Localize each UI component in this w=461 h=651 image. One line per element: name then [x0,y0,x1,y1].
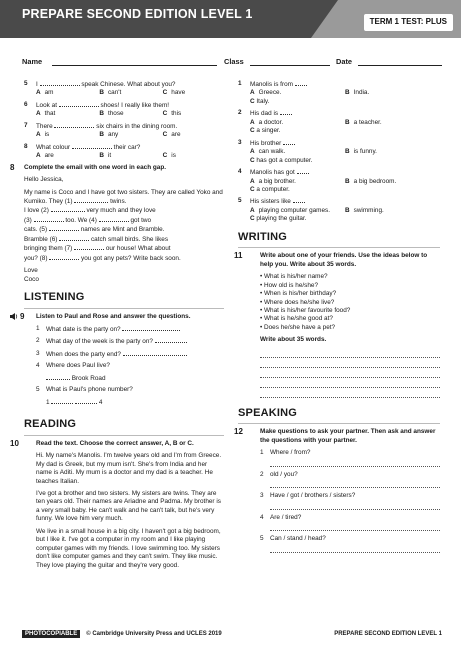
left-column [10,80,224,574]
grammar-question-8: 8 What colour their car? A are B it C is [24,142,176,160]
page-title: PREPARE SECOND EDITION LEVEL 1 [22,7,253,21]
test-tag: TERM 1 TEST: PLUS [364,14,453,31]
reading-question-4: 4 Manolis has got A a big brother. B a big bedroom. C a computer. [238,168,397,193]
speaking-exercise: 12 Make questions to ask your partner. Then ask and answer the questions with your partner. 1 Where / from? 2 old / you? 3 Have / got / brothers / sisters? 4 Are / tired? 5 Can / stand / head? [238,428,440,552]
reading-question-1: 1 Manolis is from A Greece. B India. C Italy. [238,80,370,105]
email-exercise: 8 Complete the email with one word in each gap. Hello Jessica, My name is Coco and I have got two sisters. They are called Yoko and Kumiko. They (1) twins. I love (2) very much and they love (3) too. We (4) got two cats. (5) names are Mint and Bramble. Bramble (6) catch small birds. She likes bringing them (7) our house! What about you? (8) you got any pets? Write back soon. Love Coco [10,162,223,283]
audio-speaker-icon [10,313,18,320]
reading-question-2: 2 His dad is A a doctor. B a teacher. C a singer. [238,109,382,135]
photocopiable-badge: PHOTOCOPIABLE [22,630,80,638]
page-footer [22,631,442,639]
listening-exercise: 9 Listen to Paul and Rose and answer the questions. 1 What date is the party on? 2 What day of the week is the party on? 3 When does the party end? 4 Where does Paul live? Brook Road 5 What is Paul's phone number? 1 4 [24,313,224,408]
listening-heading: LISTENING [24,291,85,304]
writing-exercise: 11 Write about one of your friends. Use the ideas below to help you. Write about 35 words. • What is his/her name? • How old is he/she? • When is his/her birthday? • Where does he/she live? • What is his/her favourite food? • What is he/she good at? • Does he/she have a pet? Write about 35 words. [238,252,440,398]
answer-gap[interactable] [54,122,94,128]
answer-gap[interactable] [40,80,80,86]
speaking-heading: SPEAKING [238,406,298,419]
footer-title: PREPARE SECOND EDITION LEVEL 1 [334,631,442,637]
class-line[interactable] [250,65,330,66]
date-label: Date [336,57,353,66]
reading-question-5: 5 His sisters like A playing computer games. B swimming. C playing the guitar. [238,197,384,223]
answer-gap[interactable] [72,143,112,149]
divider [238,247,440,248]
grammar-question-6: 6 Look at shoes! I really like them! A that B those C this [24,100,182,118]
right-column [234,80,440,556]
grammar-question-7: 7 There six chairs in the dining room. A is B any C are [24,121,181,139]
name-label: Name [22,57,43,66]
class-label: Class [224,57,244,66]
name-line[interactable] [52,65,217,66]
reading-text: 10 Read the text. Choose the correct answer, A, B or C. Hi. My name's Manolis. I'm twelve years old and I'm from Greece. My dad is Greek, but my mum isn't. She's from India and her name is Aditi. My mum is a doctor and my dad is a teacher. He teaches Italian. I've got a brother and two sisters. My sisters are twins. They are ten years old. Their names are Ariadne and Padma. My brother is a very small baby. He can't walk and he can't talk, but he's very funny. We love him very much. We live in a small house in a big city. I haven't got a big bedroom, but I like it. I've got a computer in my room and I like playing computer games with my friends. I love swimming too. My sisters don't like computer games and they can't swim. They like music. They love playing the guitar and they're very good. [10,438,222,569]
copyright: © Cambridge University Press and UCLES 2019 [86,631,222,637]
reading-question-3: 3 His brother A can walk. B is funny. C has got a computer. [238,138,377,164]
date-line[interactable] [358,65,442,66]
header-banner [0,0,461,38]
divider [238,423,440,424]
writing-heading: WRITING [238,230,288,243]
divider [24,435,224,436]
writing-answer-area[interactable] [250,349,440,398]
divider [24,308,224,309]
grammar-question-5: 5 I speak Chinese. What about you? A am B can't C have [24,80,186,97]
reading-heading: READING [24,418,77,431]
answer-gap[interactable] [59,101,99,107]
